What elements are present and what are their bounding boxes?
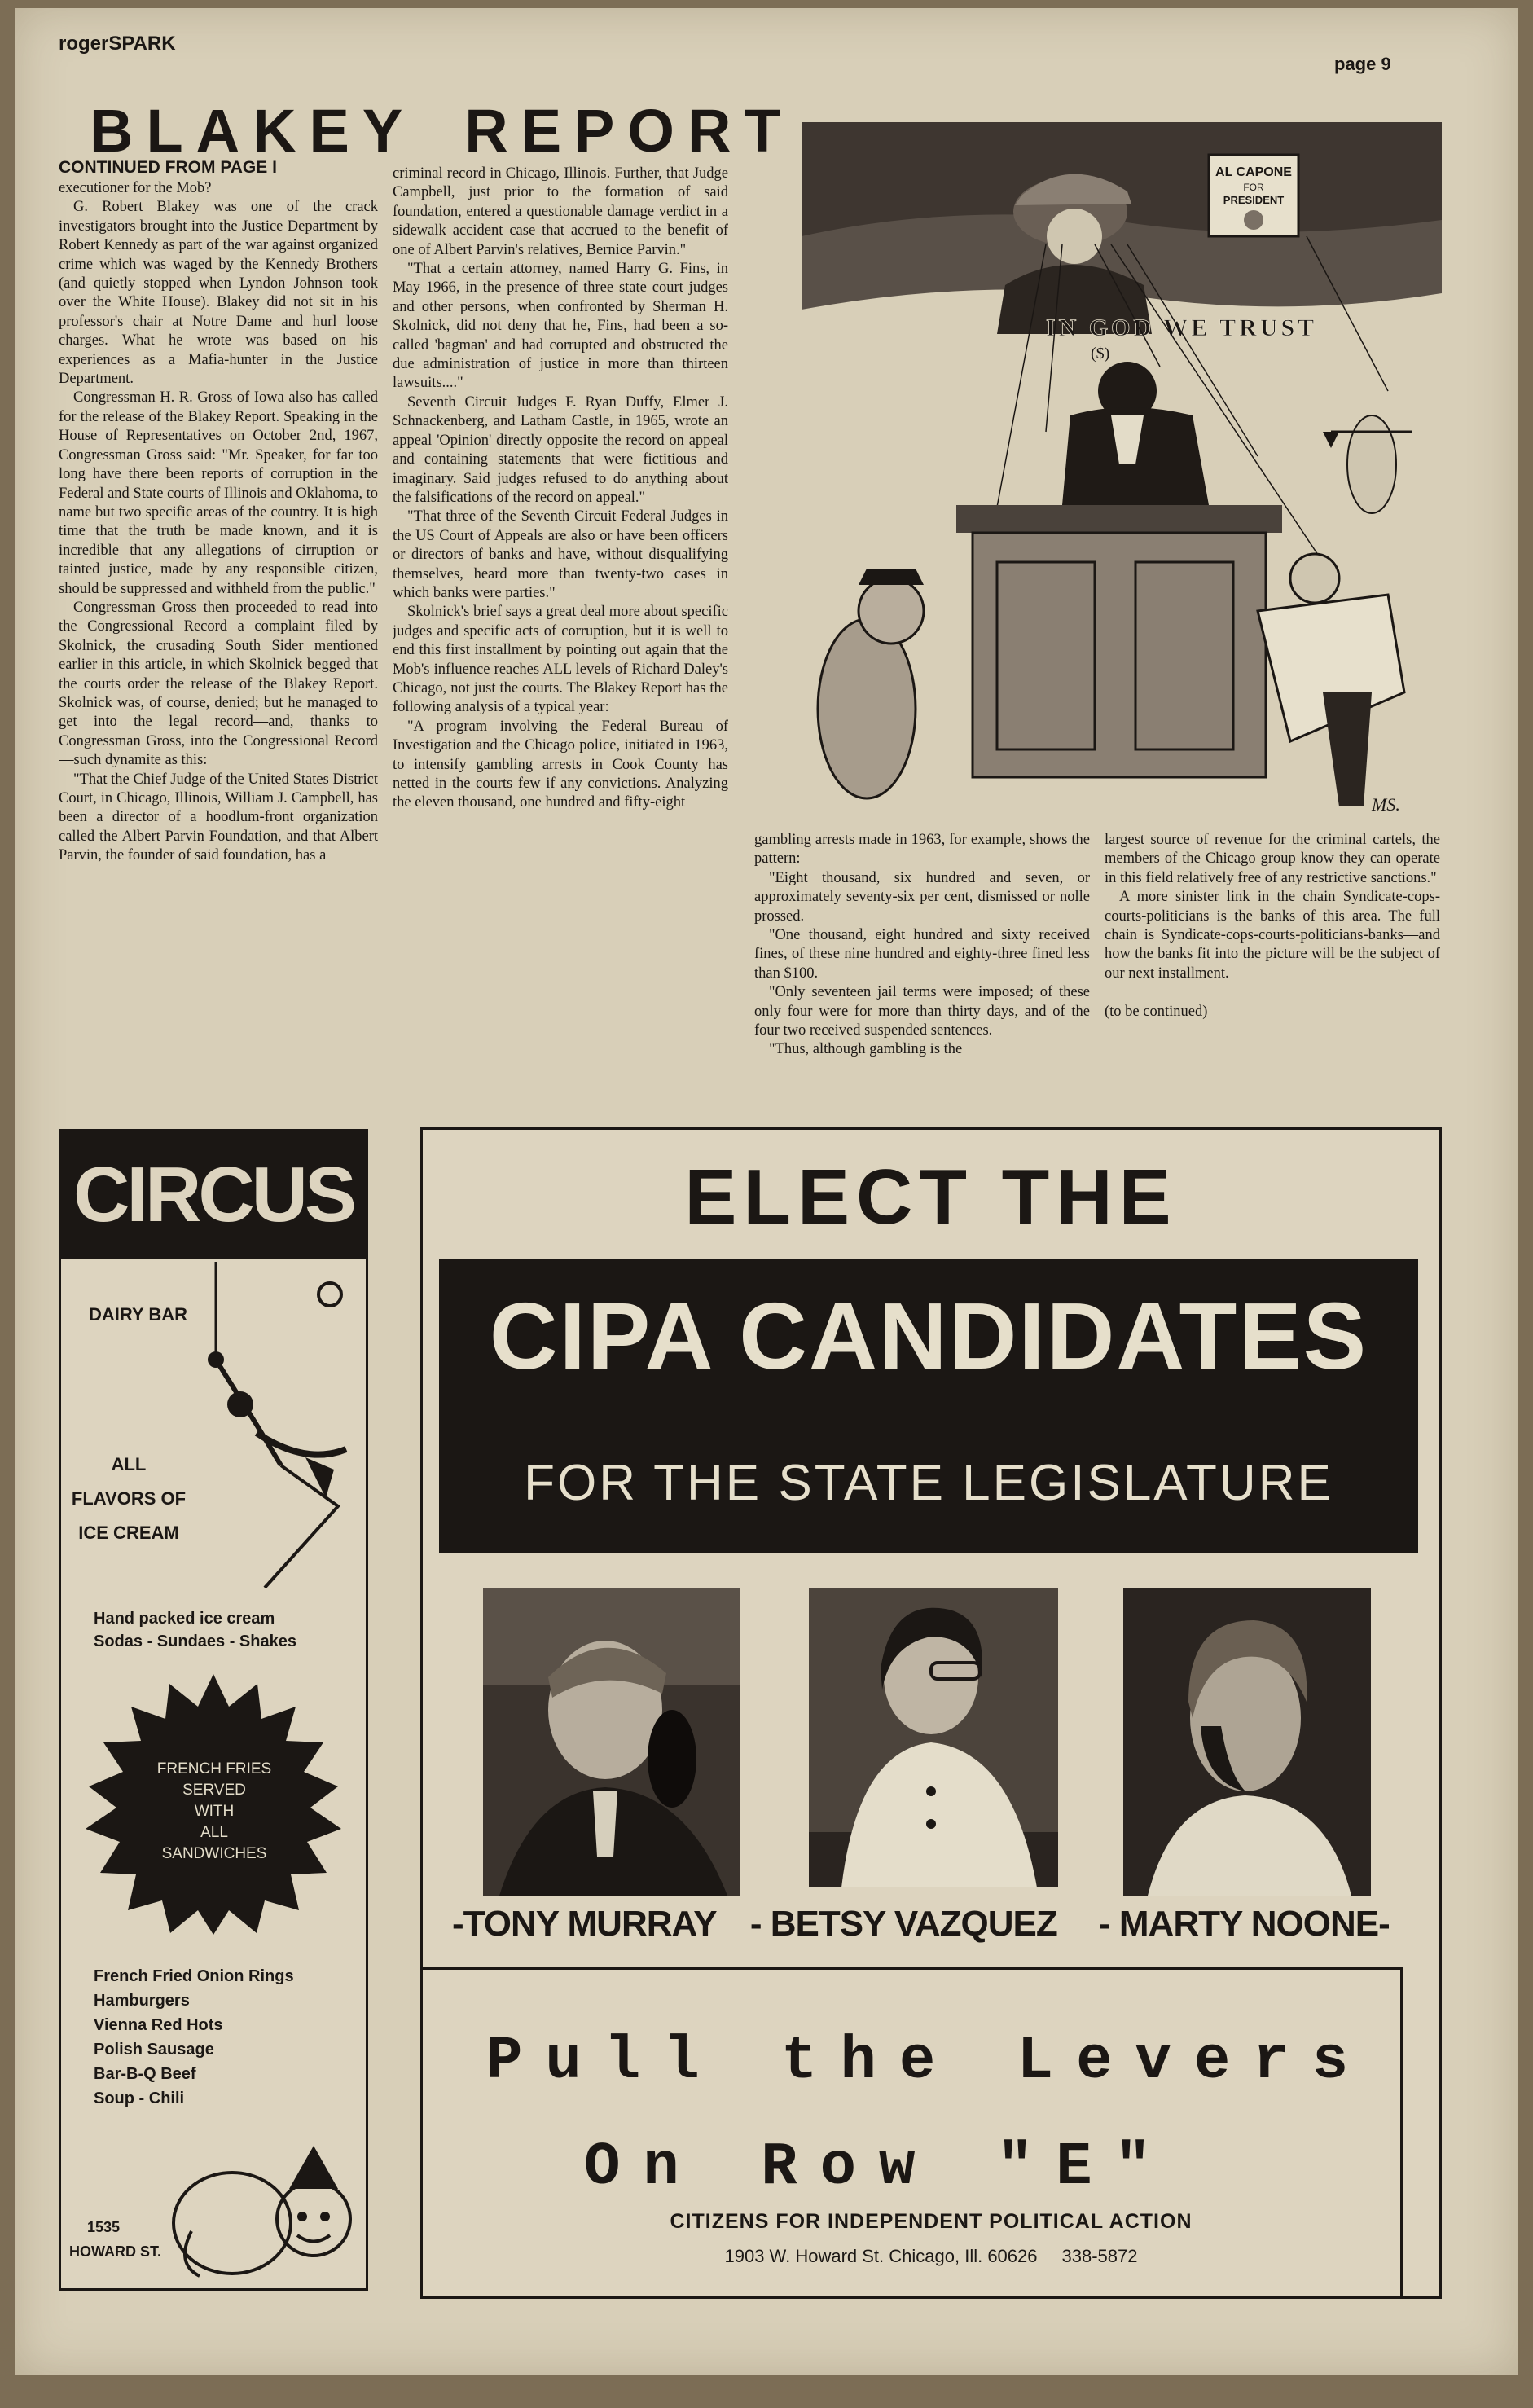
paragraph: largest source of revenue for the criminal cartels, the members of the Chicago group know they can operate in this field relatively free of any restrictive sanctions." (1105, 832, 1440, 886)
packed-text (94, 1607, 354, 1653)
packed-line: Hand packed ice cream (94, 1610, 275, 1628)
headline-word-1: BLAKEY (90, 97, 416, 165)
flavors-line: ICE CREAM (78, 1523, 179, 1543)
paragraph: G. Robert Blakey was one of the crack investigators brought into the Justice Department by Robert Kennedy as part of the war against organized crime which was waged by the Kennedy Brothers (and quietly stopped when Lyndon Johnson took over the White House). Blakey did not sit in his professor's chair at Notre Dame and hurl loose charges. What he wrote was based on his experiences as a Mafia-hunter in the Justice Department. (59, 199, 378, 388)
menu-item: Polish Sausage (94, 2041, 214, 2059)
flavors-line: FLAVORS OF (71, 1488, 187, 1509)
newspaper-page (15, 8, 1518, 2375)
paragraph (1105, 983, 1440, 1002)
address-line: 1535 (87, 2219, 121, 2235)
poster-text-1: AL CAPONE (1215, 165, 1292, 179)
burst-line: SANDWICHES (161, 1845, 267, 1862)
cartoon-banner-sub: ($) (1091, 345, 1110, 363)
paragraph: "Only seventeen jail terms were imposed; of these only four were for more than thirty days, and of the four two received suspended sentences. (754, 984, 1090, 1039)
paragraph: (to be continued) (1105, 1003, 1208, 1020)
poster-text-2: FOR (1243, 182, 1264, 193)
headline-word-2: REPORT (464, 97, 794, 165)
masthead: rogerSPARK (59, 33, 176, 55)
trapeze-artist-illustration (183, 1262, 362, 1604)
headline (90, 96, 794, 165)
paragraph: A more sinister link in the chain Syndicate-cops-courts-politicians is the banks of this area. The full chain is Syndicate-cops-courts-politicians-banks—and how the banks fit into the picture will be the subject of our next installment. (1105, 889, 1440, 982)
circus-address (69, 2215, 161, 2264)
packed-line: Sodas - Sundaes - Shakes (94, 1632, 296, 1650)
circus-ad (59, 1129, 368, 2291)
address-line: HOWARD ST. (69, 2243, 162, 2260)
cipa-candidates-title: CIPA CANDIDATES (489, 1283, 1368, 1389)
paragraph: executioner for the Mob? (59, 180, 212, 196)
pull-the-levers: Pull the Levers (486, 2028, 1372, 2096)
cartoon-banner: IN GOD WE TRUST (1046, 314, 1318, 341)
menu-item: Hamburgers (94, 1992, 190, 2010)
cipa-banner (439, 1259, 1418, 1553)
menu-item: Vienna Red Hots (94, 2016, 223, 2034)
article-column-4 (1105, 831, 1440, 1112)
paragraph: "That the Chief Judge of the United States District Court, in Chicago, Illinois, William J. Campbell, has been a director of a hoodlum-front organization called the Albert Parvin Foundation, and that Albert Parvin, the founder of said foundation, has a (59, 771, 378, 864)
political-cartoon (802, 122, 1442, 831)
continued-note: CONTINUED FROM PAGE I (59, 158, 277, 177)
flavors-line: ALL (111, 1454, 147, 1474)
cartoonist-signature: MS. (1372, 794, 1400, 815)
candidate-photo-2 (809, 1588, 1058, 1887)
paragraph: "Thus, although gambling is the (769, 1041, 963, 1058)
candidate-name-1: -TONY MURRAY (452, 1904, 717, 1944)
page-number: page 9 (1334, 54, 1391, 74)
paragraph: Congressman Gross then proceeded to read into the Congressional Record a complaint filed by Skolnick, the crusading South Sider mentioned earlier in this article, in which Skolnick begged that the courts order the release of the Blakey Report. Skolnick was, of course, denied; but he managed to get into the legal record—and, thanks to Congressman Gross, into the Congressional Record—such dynamite as this: (59, 599, 378, 769)
menu-item: French Fried Onion Rings (94, 1967, 294, 1985)
article-column-2 (393, 165, 728, 1118)
phone-number: 338-5872 (1061, 2246, 1138, 2266)
paragraph: "A program involving the Federal Bureau of Investigation and the Chicago police, initiated in 1963, to intensify gambling arrests in Cook County has netted in the courts few if any convictions. Analyzing the eleven thousand, one hundred and fifty-eight (393, 718, 728, 811)
flavors-text (68, 1448, 190, 1550)
candidate-name-2: - BETSY VAZQUEZ (749, 1904, 1057, 1944)
candidate-photo-3 (1123, 1588, 1371, 1896)
candidate-photo-1 (483, 1588, 740, 1896)
cipa-subtitle: FOR THE STATE LEGISLATURE (524, 1455, 1333, 1511)
elect-heading: ELECT THE (684, 1153, 1178, 1241)
candidate-names (452, 1904, 1413, 1944)
paragraph: "That a certain attorney, named Harry G. Fins, in May 1966, in the presence of three state court judges and other persons, when confronted by Sherman H. Skolnick, did not deny that he, Fins, had been a so-called 'bagman' and had corrupted and obstructed the due administration of justice in more than thirteen lawsuits...." (393, 261, 728, 392)
paragraph: Congressman H. R. Gross of Iowa also has called for the release of the Blakey Report. Speaking in the House of Representatives on October 2nd, 1967, Congressman Gross said: "Mr. Speaker, for far too long have there been reports of corruption in the Federal and State courts of Illinois and Oklahoma, to name but two specific areas of the country. It is high time that the truth be made known, and it is incredible that any allegations of cirruption or tainted justice, made by any responsible citizen, should be suppressed and withheld from the public." (59, 389, 378, 597)
menu-item: Soup - Chili (94, 2089, 185, 2107)
burst-line: ALL (200, 1824, 228, 1841)
article-column-3 (754, 831, 1090, 1112)
paragraph: criminal record in Chicago, Illinois. Further, that Judge Campbell, just prior to the formation of said foundation, entered a questionable damage verdict in a sidewalk accident case that accrued to the benefit of one of Albert Parvin's relatives, Bernice Parvin." (393, 165, 728, 258)
menu-list (94, 1964, 354, 2111)
paragraph: Seventh Circuit Judges F. Ryan Duffy, Elmer J. Schnackenberg, and Latham Castle, in 1965, wrote an appeal 'Opinion' directly opposite the record on appeal and containing statements that were fictitious and imaginary. Said judges refused to do anything about the falsifications of the record on appeal." (393, 393, 728, 506)
clown-elephant-illustration (167, 2142, 362, 2280)
on-row-e: On Row "E" (584, 2133, 1175, 2202)
paragraph: "Eight thousand, six hundred and seven, or approximately seventy-six per cent, dismissed or nolle prossed. (754, 869, 1090, 925)
circus-title: CIRCUS (61, 1131, 366, 1259)
candidate-name-3: - MARTY NOONE- (1099, 1904, 1390, 1944)
dairy-bar-label: DAIRY BAR (89, 1304, 188, 1325)
street-address: 1903 W. Howard St. Chicago, Ill. 60626 (724, 2246, 1038, 2266)
paragraph: Skolnick's brief says a great deal more about specific judges and specific acts of corruption, but it is well to end this first installment by pointing out again that the Mob's influence reaches ALL levels of Richard Daley's Chicago, not just the courts. The Blakey Report has the following analysis of a typical year: (393, 604, 728, 716)
cipa-ad (420, 1127, 1442, 2299)
article-column-1 (59, 179, 378, 1116)
burst-line: FRENCH FRIES (156, 1760, 272, 1777)
organization-name: CITIZENS FOR INDEPENDENT POLITICAL ACTION (670, 2210, 1193, 2233)
poster-text-3: PRESIDENT (1223, 194, 1285, 206)
burst-line: SERVED (182, 1782, 246, 1799)
burst-line: WITH (194, 1803, 235, 1820)
paragraph: "That three of the Seventh Circuit Federal Judges in the US Court of Appeals are also or have been officers or directors of banks and have, without disqualifying themselves, heard more than twenty-two cases in which banks were parties." (393, 508, 728, 601)
french-fries-text (110, 1759, 318, 1865)
paragraph: gambling arrests made in 1963, for example, shows the pattern: (754, 832, 1090, 868)
menu-item: Bar-B-Q Beef (94, 2065, 196, 2083)
organization-address (423, 2246, 1439, 2267)
paragraph: "One thousand, eight hundred and sixty received fines, of these nine hundred and eighty-three fined less than $100. (754, 927, 1090, 982)
